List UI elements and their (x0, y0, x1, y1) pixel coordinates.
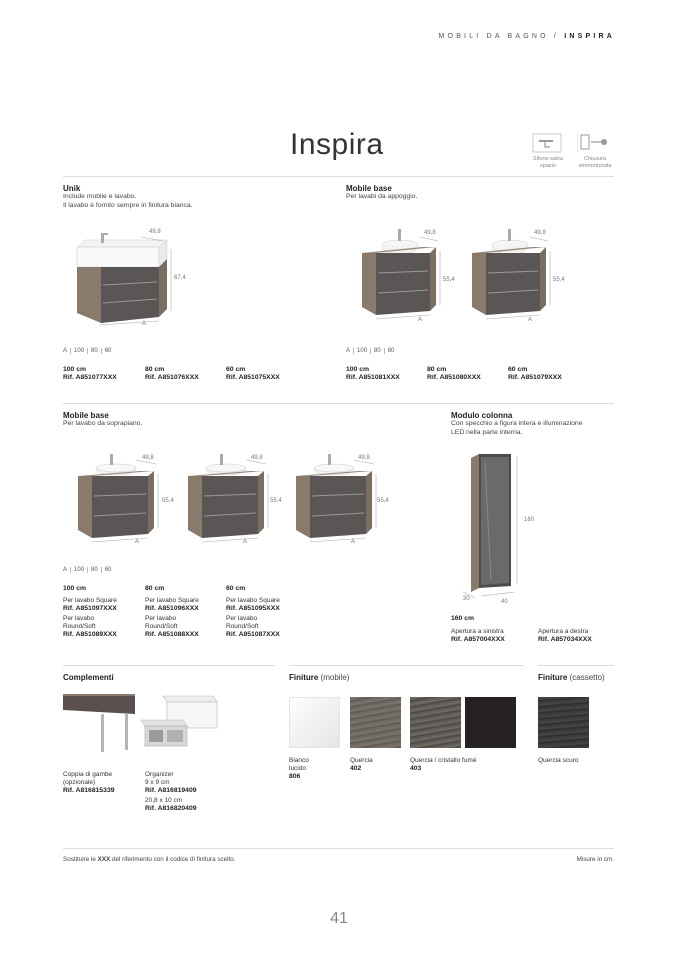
mb1-size-100: 100 (353, 348, 370, 354)
unik-size-label: A (63, 348, 68, 354)
mb1-item-80 (427, 366, 481, 382)
mb2-size-100: 100 (70, 567, 87, 573)
mb2-item-size: 60 cm (226, 585, 246, 592)
legs-ref: Rif. A816815339 (63, 787, 115, 794)
finish-label-1: Quercia (350, 757, 373, 764)
finish-code: 402 (350, 765, 362, 772)
mb2-dim-depth-b: 49,8 (251, 455, 263, 461)
legs-drawing (63, 694, 135, 752)
mb2-size-label: A (63, 567, 68, 573)
soft-close-feature (577, 132, 613, 169)
mobile-base-1-section (346, 184, 606, 202)
breadcrumb-current: INSPIRA (564, 33, 615, 40)
column-dim-depth: 30 (463, 596, 470, 602)
mb1-item-size: 100 cm (346, 366, 370, 373)
mobile-base-1-title: Mobile base (346, 184, 392, 193)
page-title: Inspira (290, 128, 384, 161)
divider (63, 665, 275, 666)
organizer-ref-2: Rif. A816820409 (145, 805, 197, 812)
mb2-size-list (63, 567, 114, 573)
finish-label-2: lucido (289, 765, 306, 772)
column-illustration (455, 450, 545, 610)
cabinet-drawing-1 (78, 454, 158, 542)
organizer-drawing (141, 696, 217, 746)
siphon-feature (531, 132, 565, 169)
column-size: 160 cm (451, 615, 475, 622)
unik-desc-2: Il lavabo è fornito sempre in finitura bianca. (63, 201, 193, 209)
mb2-dim-height-a: 55,4 (162, 498, 174, 504)
complementi-title: Complementi (63, 673, 114, 682)
unik-item-ref: Rif. A851077XXX (63, 374, 117, 381)
siphon-label-1: Sifone salva (533, 156, 563, 162)
modulo-colonna-section (451, 411, 621, 437)
divider (451, 403, 614, 404)
unik-dim-depth: 49,8 (149, 229, 161, 235)
mb2-item-label-round-1: Per lavabo (226, 615, 258, 622)
column-item-label: Apertura a sinistra (451, 628, 504, 635)
mb1-item-60 (508, 366, 562, 382)
mb2-dim-width-a: A (135, 539, 140, 545)
mb2-size-60: 60 (101, 567, 115, 573)
mb2-item-ref-round: Rif. A851089XXX (63, 631, 117, 638)
column-dim-width: 40 (501, 599, 508, 605)
mb2-item-ref-square: Rif. A851097XXX (63, 605, 117, 612)
cabinet-drawing-1 (362, 229, 440, 319)
finiture-cassetto-title (538, 673, 605, 682)
organizer-size-1: 9 x 9 cm (145, 779, 170, 786)
finiture-mobile-heading: Finiture (289, 673, 319, 682)
mb2-dim-width-b: A (243, 539, 248, 545)
column-item-ref: Rif. A857004XXX (451, 636, 505, 643)
mb2-item-ref-square: Rif. A851096XXX (145, 605, 199, 612)
page-number: 41 (330, 910, 348, 927)
cabinet-drawing-3 (296, 454, 376, 542)
footer-note (63, 856, 236, 863)
swatch-quercia (350, 697, 401, 748)
mb1-dim-width-a: A (418, 317, 423, 323)
mb1-size-80: 80 (370, 348, 384, 354)
swatch-cristallo-fume (465, 697, 516, 748)
mb2-dim-height-b: 55,4 (270, 498, 282, 504)
mb1-item-ref: Rif. A851079XXX (508, 374, 562, 381)
mb1-size-list (346, 348, 397, 354)
mobile-base-1-desc: Per lavabi da appoggio. (346, 193, 418, 200)
mb2-item-label-round-2: Round/Soft (63, 623, 96, 630)
legs-label-1: Coppia di gambe (63, 771, 113, 778)
legs-label-2: (opzionale) (63, 779, 96, 786)
divider (63, 176, 614, 177)
mb2-item-label-square: Per lavabo Square (145, 597, 199, 604)
finish-quercia (350, 757, 373, 773)
unik-size-60: 60 (101, 348, 115, 354)
finish-code: 806 (289, 773, 301, 780)
mb2-item-size: 100 cm (63, 585, 87, 592)
unik-item-ref: Rif. A851076XXX (145, 374, 199, 381)
mb2-item-size: 80 cm (145, 585, 165, 592)
unik-item-size: 60 cm (226, 366, 246, 373)
modulo-colonna-title: Modulo colonna (451, 411, 513, 420)
mobile-base-2-title: Mobile base (63, 411, 109, 420)
divider (289, 665, 524, 666)
finish-code: 403 (410, 765, 422, 772)
mb1-item-ref: Rif. A851080XXX (427, 374, 481, 381)
finish-label-1: Quercia / cristallo fumé (410, 757, 477, 764)
finish-quercia-cristallo (410, 757, 476, 773)
mb2-item-label-square: Per lavabo Square (63, 597, 117, 604)
cabinet-drawing-2 (472, 229, 550, 319)
finish-bianco (289, 757, 309, 781)
breadcrumb (439, 33, 615, 40)
organizer-title: Organizer (145, 771, 174, 778)
mb2-dim-depth-c: 49,8 (358, 455, 370, 461)
mb2-item-ref-round: Rif. A851087XXX (226, 631, 280, 638)
column-item-label: Apertura a destra (538, 628, 589, 635)
swatch-quercia-scuro (538, 697, 589, 748)
column-item-right (538, 628, 592, 644)
unik-size-list (63, 348, 114, 354)
mb1-dim-width-b: A (528, 317, 533, 323)
mb2-item-label-round-1: Per lavabo (63, 615, 95, 622)
finiture-mobile-title (289, 673, 349, 682)
mb1-dim-height-a: 55,4 (443, 277, 455, 283)
footer-units: Misure in cm. (576, 856, 614, 863)
mb2-dim-width-c: A (351, 539, 356, 545)
siphon-label-2: spazio (540, 162, 556, 169)
mobile-base-2-illustration (74, 452, 404, 552)
mb2-dim-height-c: 55,4 (377, 498, 389, 504)
column-item-left (451, 628, 505, 644)
modulo-colonna-desc-1: Con specchio a figura intera e illuminazione (451, 420, 583, 427)
footer-note-pre: Sostituire le (63, 856, 98, 863)
swatch-bianco-lucido (289, 697, 340, 748)
mobile-base-2-section (63, 411, 323, 429)
swatch-quercia-cristallo (410, 697, 461, 748)
cabinet-drawing-2 (188, 454, 268, 542)
mb1-item-size: 80 cm (427, 366, 447, 373)
finish-label-1: Bianco (289, 757, 309, 764)
unik-item-80 (145, 366, 199, 382)
finish-quercia-scuro-label: Quercia scuro (538, 757, 579, 764)
unik-dim-width: A (142, 321, 147, 327)
complementi-illustration (63, 690, 223, 756)
unik-item-60 (226, 366, 280, 382)
mobile-base-2-desc: Per lavabo da soprapiano. (63, 420, 143, 427)
unik-size-80: 80 (87, 348, 101, 354)
mb2-item-ref-round: Rif. A851088XXX (145, 631, 199, 638)
unik-item-100 (63, 366, 117, 382)
mb1-item-100 (346, 366, 400, 382)
mb1-dim-depth-a: 49,8 (424, 230, 436, 236)
mb2-item-80 (145, 585, 225, 639)
mb2-item-label-square: Per lavabo Square (226, 597, 280, 604)
unik-item-size: 80 cm (145, 366, 165, 373)
mb1-size-label: A (346, 348, 351, 354)
soft-close-icon (577, 132, 613, 154)
unik-item-ref: Rif. A851075XXX (226, 374, 280, 381)
organizer-ref-1: Rif. A816819409 (145, 787, 197, 794)
column-item-ref: Rif. A857034XXX (538, 636, 592, 643)
organizer-item (145, 771, 197, 813)
soft-close-label-2: ammortizzata (578, 162, 612, 169)
divider (63, 848, 614, 849)
organizer-size-2: 20,8 x 10 cm (145, 797, 183, 804)
divider (538, 665, 614, 666)
mb2-item-100 (63, 585, 143, 639)
soft-close-label-1: Chiusura (583, 156, 606, 162)
legs-item (63, 771, 115, 795)
unik-section (63, 184, 323, 210)
unik-title: Unik (63, 184, 81, 193)
breadcrumb-section: MOBILI DA BAGNO / (438, 33, 560, 40)
footer-note-post: del riferimento con il codice di finitura scelto. (110, 856, 236, 863)
unik-size-100: 100 (70, 348, 87, 354)
mb1-item-ref: Rif. A851081XXX (346, 374, 400, 381)
mb1-dim-depth-b: 49,8 (534, 230, 546, 236)
mb2-size-80: 80 (87, 567, 101, 573)
mb2-item-60 (226, 585, 306, 639)
mb2-item-label-round-2: Round/Soft (226, 623, 259, 630)
unik-item-size: 100 cm (63, 366, 87, 373)
mb2-item-ref-square: Rif. A851095XXX (226, 605, 280, 612)
mb1-dim-height-b: 55,4 (553, 277, 565, 283)
finiture-mobile-sub: (mobile) (320, 673, 350, 682)
siphon-icon (531, 132, 565, 154)
mb2-item-label-round-2: Round/Soft (145, 623, 178, 630)
mb1-item-size: 60 cm (508, 366, 528, 373)
mb2-dim-depth-a: 49,8 (142, 455, 154, 461)
mb2-item-label-round-1: Per lavabo (145, 615, 177, 622)
column-dim-height: 160 (524, 517, 535, 523)
unik-dim-height: 67,4 (174, 275, 186, 281)
finiture-cassetto-heading: Finiture (538, 673, 568, 682)
finiture-cassetto-sub: (cassetto) (569, 673, 605, 682)
modulo-colonna-desc-2: LED nella parte interna. (451, 428, 523, 436)
unik-desc-1: Include mobile e lavabo. (63, 193, 137, 200)
footer-note-bold: XXX (97, 856, 111, 863)
mb1-size-60: 60 (384, 348, 398, 354)
